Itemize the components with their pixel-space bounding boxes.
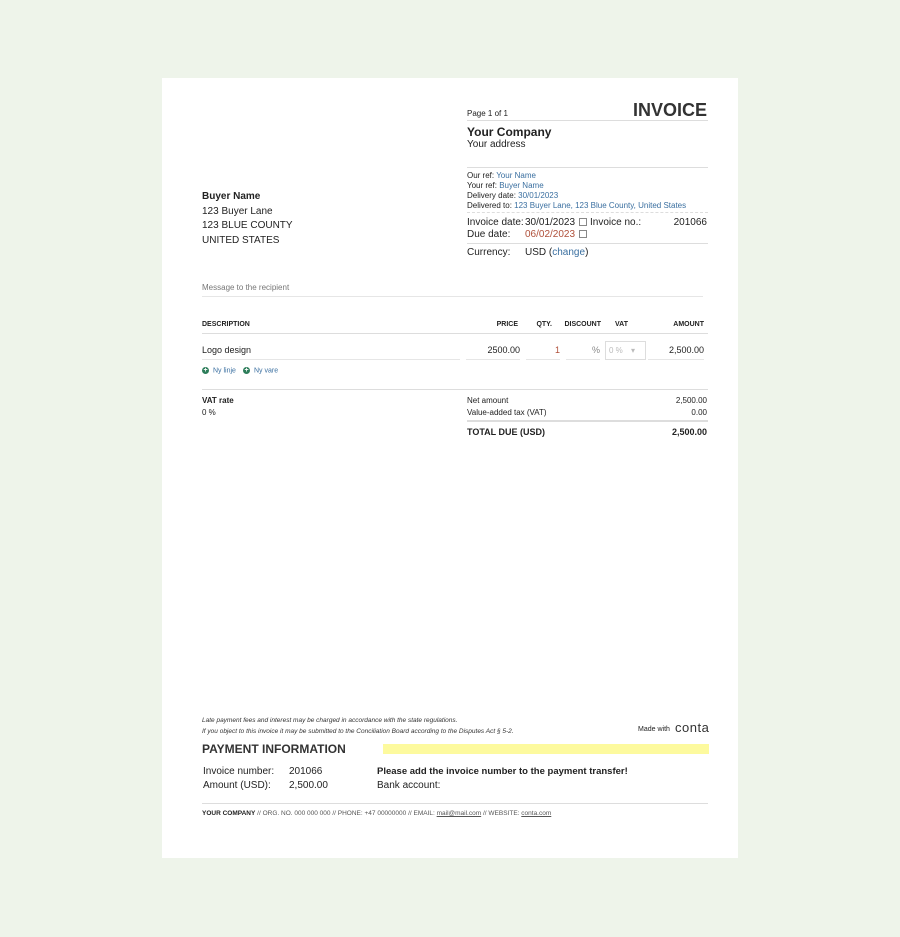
invoice-no-label: Invoice no.: — [590, 217, 642, 228]
currency-label: Currency: — [467, 247, 511, 258]
buyer-name: Buyer Name — [202, 191, 261, 202]
net-label: Net amount — [467, 396, 509, 405]
description-input[interactable]: Logo design — [202, 341, 460, 360]
due-date-label: Due date: — [467, 229, 511, 240]
plus-icon: + — [244, 367, 249, 374]
chevron-down-icon: ▾ — [631, 346, 636, 355]
message-input[interactable]: Message to the recipient — [202, 283, 703, 297]
payment-notice: Please add the invoice number to the payment transfer! — [377, 766, 628, 777]
buyer-line: 123 Buyer Lane — [202, 205, 273, 217]
total-amount: 2,500.00 — [671, 427, 707, 437]
table-header: DESCRIPTION PRICE QTY. DISCOUNT VAT AMOUNT — [202, 321, 708, 334]
website-link[interactable]: conta.com — [521, 810, 552, 817]
qty-input[interactable]: 1 — [526, 341, 560, 360]
currency: USD (change) — [525, 247, 589, 258]
references: Our ref: Your Name Your ref: Buyer Name Delivery date: 30/01/2023 Delivered to: 123 Buyer Lane, 123 Blue County, United States — [467, 171, 687, 210]
company-footer: YOUR COMPANY // ORG. NO. 000 000 000 // PHONE: +47 00000000 // EMAIL: mail@mail.com // WEBSITE: conta.com — [202, 810, 552, 817]
vat-rate: 0 % — [202, 408, 216, 417]
company-address[interactable]: Your address — [467, 139, 526, 150]
vat-rate-label: VAT rate — [202, 396, 234, 405]
legal-notes: Late payment fees and interest may be charged in accordance with the state regulations. If you object to this invoice it may be submitted to the Conciliation Board according to the Disputes Act § 5-2. — [202, 717, 514, 735]
company-name[interactable]: Your Company — [467, 125, 552, 139]
vat-select[interactable]: 0 % ▾ — [605, 341, 646, 360]
plus-icon: + — [203, 367, 208, 374]
due-date[interactable]: 06/02/2023 — [525, 229, 587, 240]
add-item-button[interactable]: + Ny vare — [244, 367, 279, 375]
our-ref[interactable]: Your Name — [496, 171, 536, 180]
vat-label: Value-added tax (VAT) — [467, 408, 547, 417]
email-link[interactable]: mail@mail.com — [436, 810, 482, 817]
invoice-date[interactable]: 30/01/2023 — [525, 217, 587, 228]
payment-title: PAYMENT INFORMATION — [202, 742, 346, 756]
invoice-date-label: Invoice date: — [467, 217, 524, 228]
change-currency-link[interactable]: change — [552, 247, 586, 258]
discount-input[interactable]: % — [566, 341, 600, 360]
calendar-icon[interactable] — [579, 230, 587, 238]
amount: 2,500.00 — [648, 341, 704, 360]
delivered-to[interactable]: 123 Buyer Lane, 123 Blue County, United States — [514, 201, 687, 210]
add-line-button[interactable]: + Ny linje — [203, 367, 236, 375]
buyer-line: UNITED STATES — [202, 234, 280, 246]
conta-logo: conta — [675, 720, 710, 735]
bank-account-label: Bank account: — [377, 780, 441, 791]
vat-amount: 0.00 — [691, 408, 707, 417]
price-input[interactable]: 2500.00 — [466, 341, 520, 360]
net-amount: 2,500.00 — [675, 396, 707, 405]
highlight-bar — [383, 744, 709, 754]
page-number: Page 1 of 1 — [467, 109, 508, 118]
invoice-no[interactable]: 201066 — [673, 217, 707, 228]
payment-invoice-label: Invoice number: — [203, 766, 275, 777]
buyer-line: 123 BLUE COUNTY — [202, 220, 293, 231]
invoice-page — [162, 78, 738, 858]
buyer-address[interactable] — [202, 190, 293, 248]
total-label: TOTAL DUE (USD) — [467, 427, 545, 437]
payment-invoice-number: 201066 — [289, 766, 323, 777]
payment-amount: 2,500.00 — [289, 780, 328, 791]
calendar-icon[interactable] — [579, 218, 587, 226]
invoice-title: INVOICE — [632, 100, 707, 120]
made-with-label: Made with — [638, 726, 670, 733]
payment-amount-label: Amount (USD): — [203, 780, 271, 791]
your-ref[interactable]: Buyer Name — [499, 181, 544, 190]
delivery-date[interactable]: 30/01/2023 — [518, 191, 559, 200]
